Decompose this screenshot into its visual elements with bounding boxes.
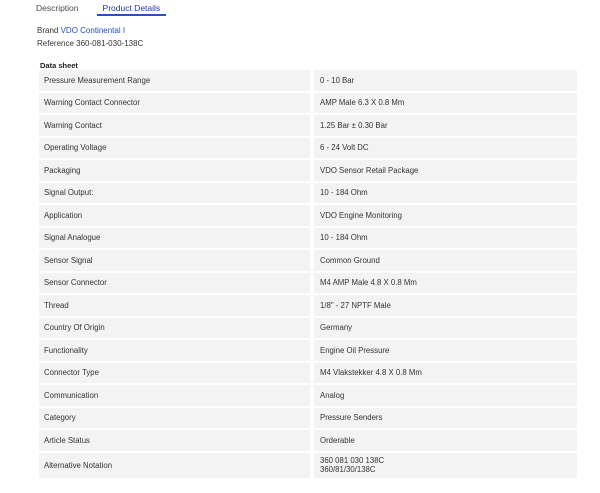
brand-link[interactable]: VDO Continental I <box>60 26 126 35</box>
row-value: VDO Engine Monitoring <box>314 205 577 226</box>
table-row <box>39 250 577 271</box>
row-key: Category <box>39 408 310 429</box>
table-row <box>39 93 577 114</box>
row-value: 1/8" - 27 NPTF Male <box>314 295 577 316</box>
table-row <box>39 385 577 406</box>
reference-label: Reference <box>37 39 74 48</box>
row-key: Operating Voltage <box>39 138 310 159</box>
table-row <box>39 318 577 339</box>
table-row <box>39 295 577 316</box>
row-value: 6 - 24 Volt DC <box>314 138 577 159</box>
row-key: Country Of Origin <box>39 318 310 339</box>
row-value: VDO Sensor Retail Package <box>314 160 577 181</box>
row-value: Analog <box>314 385 577 406</box>
product-tabs <box>36 0 184 16</box>
row-key: Application <box>39 205 310 226</box>
tab-product-details[interactable]: Product Details <box>97 0 167 16</box>
row-key: Signal Analogue <box>39 228 310 249</box>
row-value: AMP Male 6.3 X 0.8 Mm <box>314 93 577 114</box>
row-key: Thread <box>39 295 310 316</box>
table-row <box>39 430 577 451</box>
row-key: Communication <box>39 385 310 406</box>
row-value: Pressure Senders <box>314 408 577 429</box>
row-value: Engine Oil Pressure <box>314 340 577 361</box>
row-key: Sensor Connector <box>39 273 310 294</box>
row-key: Pressure Measurement Range <box>39 70 310 91</box>
table-row <box>39 160 577 181</box>
brand-line <box>37 26 125 35</box>
row-key: Alternative Notation <box>39 453 310 478</box>
row-key: Warning Contact <box>39 115 310 136</box>
table-row <box>39 115 577 136</box>
table-row <box>39 408 577 429</box>
row-value: Germany <box>314 318 577 339</box>
row-key: Packaging <box>39 160 310 181</box>
reference-value: 360-081-030-138C <box>76 39 144 48</box>
datasheet-table <box>39 70 577 480</box>
row-value: Orderable <box>314 430 577 451</box>
table-row <box>39 205 577 226</box>
table-row <box>39 138 577 159</box>
table-row <box>39 228 577 249</box>
table-row <box>39 183 577 204</box>
table-row <box>39 340 577 361</box>
row-value <box>314 453 577 478</box>
brand-label: Brand <box>37 26 59 35</box>
row-key: Warning Contact Connector <box>39 93 310 114</box>
row-key: Signal Output: <box>39 183 310 204</box>
row-value: M4 AMP Male 4.8 X 0.8 Mm <box>314 273 577 294</box>
row-key: Connector Type <box>39 363 310 384</box>
row-value: 10 - 184 Ohm <box>314 228 577 249</box>
row-value-line2: 360/81/30/138C <box>320 465 376 474</box>
row-value: M4 Vlakstekker 4.8 X 0.8 Mm <box>314 363 577 384</box>
tab-description[interactable]: Description <box>36 3 79 13</box>
row-value: Common Ground <box>314 250 577 271</box>
row-key: Functionality <box>39 340 310 361</box>
row-key: Sensor Signal <box>39 250 310 271</box>
reference-line <box>37 39 143 48</box>
row-value: 0 - 10 Bar <box>314 70 577 91</box>
table-row <box>39 363 577 384</box>
datasheet-title: Data sheet <box>40 61 78 70</box>
row-value: 10 - 184 Ohm <box>314 183 577 204</box>
table-row <box>39 70 577 91</box>
row-key: Article Status <box>39 430 310 451</box>
table-row <box>39 453 577 478</box>
row-value-line1: 360 081 030 138C <box>320 456 385 465</box>
row-value: 1.25 Bar ± 0.30 Bar <box>314 115 577 136</box>
table-row <box>39 273 577 294</box>
